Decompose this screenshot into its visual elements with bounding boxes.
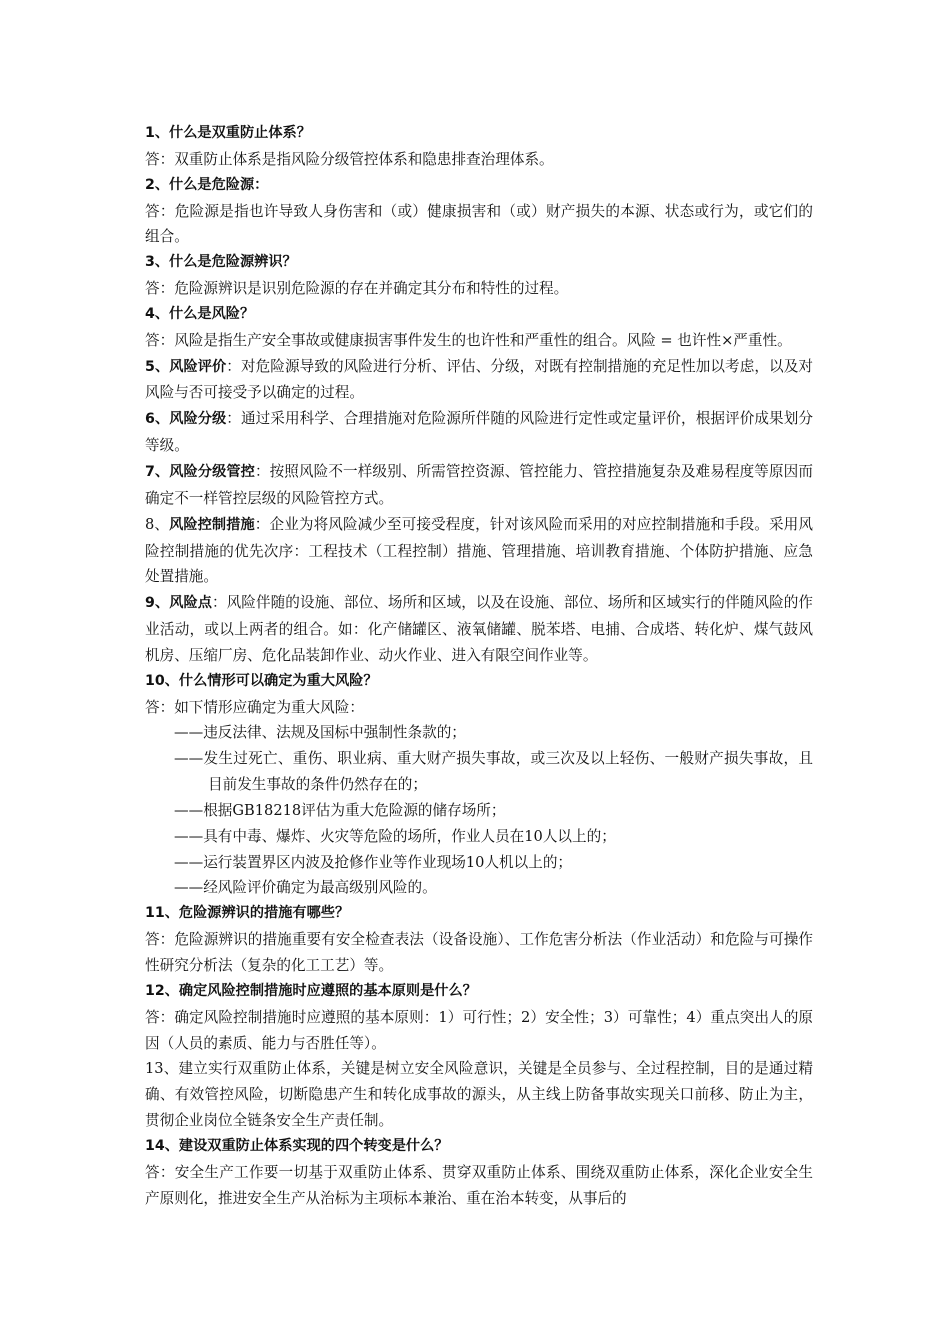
list-item: ——根据GB18218评估为重大危险源的储存场所；	[174, 801, 506, 819]
question-12: 12、确定风险控制措施时应遵照的基本原则是什么？	[145, 982, 477, 999]
definition-text: 按照风险不一样级别、所需管控资源、管控能力、管控措施复杂及难易程度等原因而确定不一样管控层级的风险管控方式。	[145, 462, 813, 507]
answer-2: 答：危险源是指也许导致人身伤害和（或）健康损害和（或）财产损失的本源、状态或行为，或它们的组合。	[145, 202, 813, 246]
definition-number: 6、	[145, 411, 170, 428]
definition-number: 5、	[145, 358, 170, 375]
definition-text: 对危险源导致的风险进行分析、评估、分级，对既有控制措施的充足性加以考虑，以及对风险与否可接受予以确定的过程。	[145, 357, 813, 402]
question-14: 14、建设双重防止体系实现的四个转变是什么？	[145, 1137, 449, 1154]
question-1: 1、什么是双重防止体系？	[145, 125, 311, 141]
answer-10-intro: 答：如下情形应确定为重大风险：	[145, 698, 364, 716]
question-3: 3、什么是危险源辨识？	[145, 254, 297, 271]
definition-separator: ：	[211, 594, 227, 612]
answer-12: 答：确定风险控制措施时应遵照的基本原则：1）可行性；2）安全性；3）可靠性；4）重点突出人的原因（人员的素质、能力与否胜任等）。	[145, 1008, 813, 1052]
definition-term: 风险分级	[169, 411, 227, 428]
answer-14: 答：安全生产工作要一切基于双重防止体系、贯穿双重防止体系、围绕双重防止体系，深化企业安全生产原则化，推进安全生产从治标为主项标本兼治、重在治本转变，从事后的	[145, 1163, 813, 1207]
definition-separator: ：	[226, 357, 241, 375]
definition-5	[145, 354, 813, 407]
answer-11: 答：危险源辨识的措施重要有安全检查表法（设备设施）、工作危害分析法（作业活动）和危险与可操作性研究分析法（复杂的化工工艺）等。	[145, 931, 813, 974]
answer-1: 答：双重防止体系是指风险分级管控体系和隐患排查治理体系。	[145, 150, 554, 168]
paragraph-13: 13、建立实行双重防止体系，关键是树立安全风险意识，关键是全员参与、全过程控制，目的是通过精确、有效管控风险，切断隐患产生和转化成事故的源头，从主线上防备事故实现关口前移、防止为主，贯彻企业岗位全链条安全生产责任制。	[145, 1060, 813, 1130]
question-11: 11、危险源辨识的措施有哪些？	[145, 905, 350, 922]
definition-9	[145, 590, 813, 669]
definition-term: 风险点	[169, 595, 212, 612]
definition-separator: ：	[254, 515, 270, 533]
definition-number: 9、	[145, 595, 170, 612]
definition-separator: ：	[254, 462, 270, 480]
definition-term: 风险分级管控	[169, 463, 255, 480]
definition-separator: ：	[226, 410, 241, 428]
question-2: 2、什么是危险源：	[145, 176, 269, 193]
list-item: ——运行装置界区内波及抢修作业等作业现场10人机以上的；	[174, 853, 573, 871]
definition-number: 7、	[145, 463, 170, 480]
definition-7	[145, 459, 813, 512]
definition-8	[145, 512, 813, 591]
question-10: 10、什么情形可以确定为重大风险？	[145, 672, 378, 689]
list-item: ——发生过死亡、重伤、职业病、重大财产损失事故，或三次及以上轻伤、一般财产损失事故，且目前发生事故的条件仍然存在的；	[174, 750, 813, 794]
answer-4: 答：风险是指生产安全事故或健康损害事件发生的也许性和严重性的组合。风险 = 也许性×严重性。	[145, 331, 792, 349]
list-item: ——经风险评价确定为最高级别风险的。	[174, 879, 437, 897]
answer-3: 答：危险源辨识是识别危险源的存在并确定其分布和特性的过程。	[145, 280, 569, 298]
definition-number: 8、	[145, 515, 170, 533]
definition-text: 通过采用科学、合理措施对危险源所伴随的风险进行定性或定量评价，根据评价成果划分等级。	[145, 410, 813, 455]
list-item: ——违反法律、法规及国标中强制性条款的；	[174, 724, 466, 742]
definition-6	[145, 406, 813, 459]
definition-text: 风险伴随的设施、部位、场所和区域，以及在设施、部位、场所和区域实行的伴随风险的作业活动，或以上两者的组合。如：化产储罐区、液氧储罐、脱苯塔、电捕、合成塔、转化炉、煤气鼓风机房、压缩厂房、危化品装卸作业、动火作业、进入有限空间作业等。	[145, 594, 813, 664]
question-4: 4、什么是风险？	[145, 305, 255, 322]
list-item: ——具有中毒、爆炸、火灾等危险的场所，作业人员在10人以上的；	[174, 827, 616, 845]
definition-term: 风险控制措施	[169, 516, 255, 533]
document-page	[145, 121, 813, 1211]
definition-term: 风险评价	[169, 358, 227, 375]
definition-text: 企业为将风险减少至可接受程度，针对该风险而采用的对应控制措施和手段。采用风险控制措施的优先次序：工程技术（工程控制）措施、管理措施、培训教育措施、个体防护措施、应急处置措施。	[145, 515, 813, 586]
